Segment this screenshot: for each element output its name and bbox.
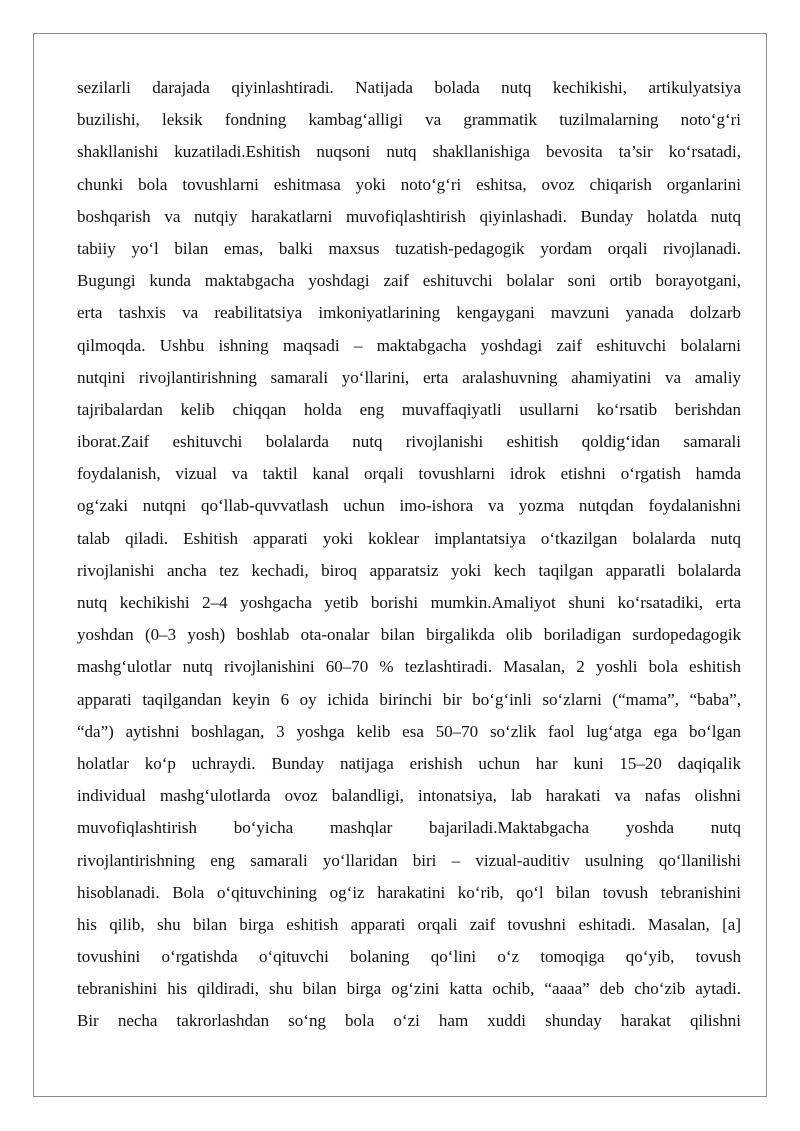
- text-line: chunki bola tovushlarni eshitmasa yoki noto‘g‘ri eshitsa, ovoz chiqarish organlarini: [77, 174, 741, 194]
- text-line: hisoblanadi. Bola o‘qituvchining og‘iz harakatini ko‘rib, qo‘l bilan tovush tebranishini: [77, 882, 741, 902]
- text-line: rivojlantirishning eng samarali yo‘llaridan biri – vizual-auditiv usulning qo‘llanilishi: [77, 850, 741, 870]
- text-line: Bugungi kunda maktabgacha yoshdagi zaif eshituvchi bolalar soni ortib borayotgani,: [77, 271, 741, 291]
- text-line: og‘zaki nutqni qo‘llab-quvvatlash uchun imo-ishora va yozma nutqdan foydalanishni: [77, 496, 741, 516]
- text-line: yoshdan (0–3 yosh) boshlab ota-onalar bilan birgalikda olib boriladigan surdopedagogik: [77, 625, 741, 645]
- text-line: his qilib, shu bilan birga eshitish apparati orqali zaif tovushni eshitadi. Masalan, [a]: [77, 914, 741, 934]
- text-line: erta tashxis va reabilitatsiya imkoniyatlarining kengaygani mavzuni yanada dolzarb: [77, 303, 741, 323]
- text-line: holatlar ko‘p uchraydi. Bunday natijaga erishish uchun har kuni 15–20 daqiqalik: [77, 753, 741, 773]
- text-line: qilmoqda. Ushbu ishning maqsadi – maktabgacha yoshdagi zaif eshituvchi bolalarni: [77, 335, 741, 355]
- text-line: mashg‘ulotlar nutq rivojlanishini 60–70 % tezlashtiradi. Masalan, 2 yoshli bola eshitish: [77, 657, 741, 677]
- text-line: individual mashg‘ulotlarda ovoz balandligi, intonatsiya, lab harakati va nafas olishni: [77, 786, 741, 806]
- text-line: talab qiladi. Eshitish apparati yoki koklear implantatsiya o‘tkazilgan bolalarda nutq: [77, 528, 741, 548]
- text-line: buzilishi, leksik fondning kambag‘alligi va grammatik tuzilmalarning noto‘g‘ri: [77, 110, 741, 130]
- body-text: [77, 72, 741, 1038]
- text-line: tovushini o‘rgatishda o‘qituvchi bolaning qo‘lini o‘z tomoqiga qo‘yib, tovush: [77, 947, 741, 967]
- text-line: shakllanishi kuzatiladi.Eshitish nuqsoni nutq shakllanishiga bevosita ta’sir ko‘rsatadi,: [77, 142, 741, 162]
- text-line: muvofiqlashtirish bo‘yicha mashqlar bajariladi.Maktabgacha yoshda nutq: [77, 818, 741, 838]
- text-line: apparati taqilgandan keyin 6 oy ichida birinchi bir bo‘g‘inli so‘zlarni (“mama”, “baba”,: [77, 689, 741, 709]
- text-line: nutqini rivojlantirishning samarali yo‘llarini, erta aralashuvning ahamiyatini va amaliy: [77, 367, 741, 387]
- text-line: “da”) aytishni boshlagan, 3 yoshga kelib esa 50–70 so‘zlik faol lug‘atga ega bo‘lgan: [77, 721, 741, 741]
- text-line: sezilarli darajada qiyinlashtiradi. Natijada bolada nutq kechikishi, artikulyatsiya: [77, 78, 741, 97]
- text-line: tebranishini his qildiradi, shu bilan birga og‘zini katta ochib, “aaaa” deb cho‘zib aytadi.: [77, 979, 741, 999]
- text-line: Bir necha takrorlashdan so‘ng bola o‘zi ham xuddi shunday harakat qilishni: [77, 1011, 741, 1031]
- text-line: tajribalardan kelib chiqqan holda eng muvaffaqiyatli usullarni ko‘rsatib berishdan: [77, 399, 741, 419]
- text-line: iborat.Zaif eshituvchi bolalarda nutq rivojlanishi eshitish qoldig‘idan samarali: [77, 432, 741, 452]
- text-line: rivojlanishi ancha tez kechadi, biroq apparatsiz yoki kech taqilgan apparatli bolalarda: [77, 560, 741, 580]
- text-line: tabiiy yo‘l bilan emas, balki maxsus tuzatish-pedagogik yordam orqali rivojlanadi.: [77, 238, 741, 258]
- text-line: nutq kechikishi 2–4 yoshgacha yetib borishi mumkin.Amaliyot shuni ko‘rsatadiki, erta: [77, 593, 741, 612]
- text-line: foydalanish, vizual va taktil kanal orqali tovushlarni idrok etishni o‘rgatish hamda: [77, 464, 741, 484]
- text-line: boshqarish va nutqiy harakatlarni muvofiqlashtirish qiyinlashadi. Bunday holatda nutq: [77, 206, 741, 226]
